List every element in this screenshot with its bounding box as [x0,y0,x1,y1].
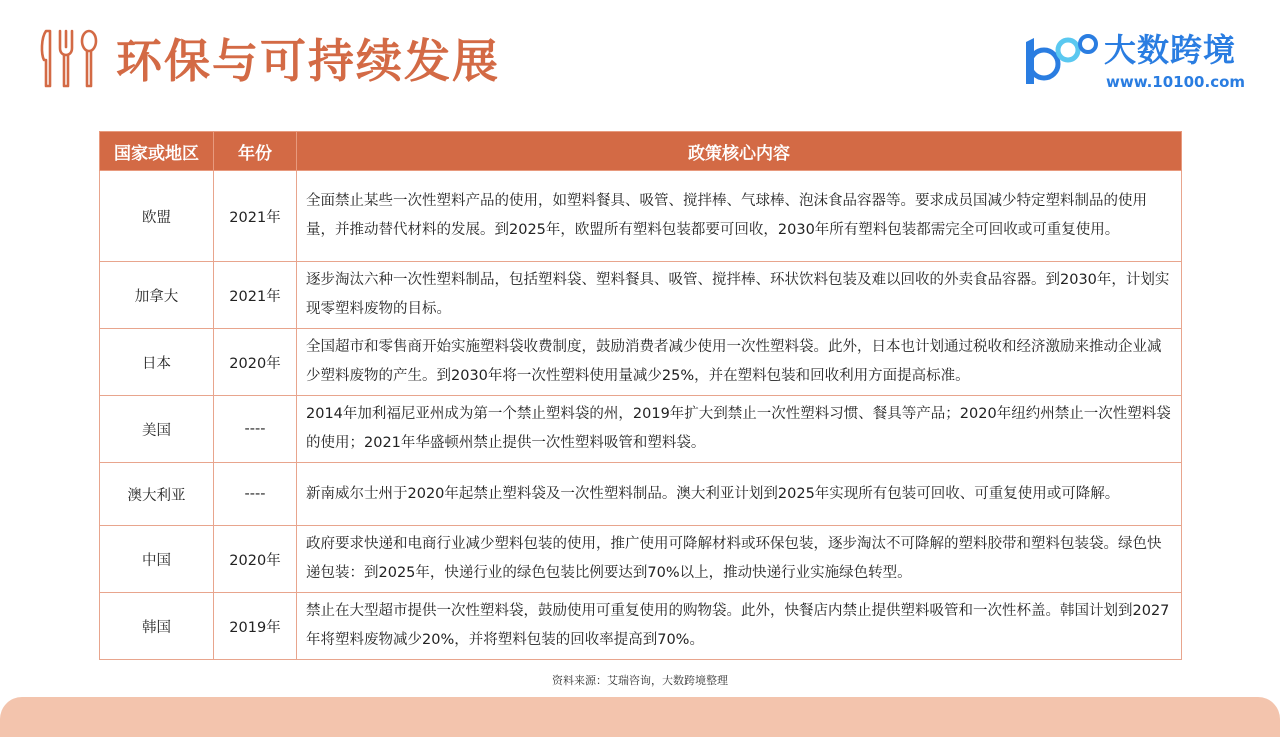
header-region: 国家或地区 [100,132,214,171]
region-cell: 美国 [100,396,214,463]
table-row [100,329,1182,396]
policy-cell: 新南威尔士州于2020年起禁止塑料袋及一次性塑料制品。澳大利亚计划到2025年实现所有包装可回收、可重复使用或可降解。 [297,463,1182,526]
region-cell: 欧盟 [100,171,214,262]
region-cell: 加拿大 [100,262,214,329]
table-row [100,396,1182,463]
year-cell: 2020年 [214,329,297,396]
logo-name: 大数跨境 [1104,31,1237,69]
policy-cell: 政府要求快递和电商行业减少塑料包装的使用，推广使用可降解材料或环保包装，逐步淘汰不可降解的塑料胶带和塑料包装袋。绿色快递包装：到2025年，快递行业的绿色包装比例要达到70%以上，推动快递行业实施绿色转型。 [297,526,1182,593]
cutlery-icon [38,28,102,90]
brand-logo[interactable] [1020,30,1250,94]
page-title: 环保与可持续发展 [116,34,500,88]
table-row [100,593,1182,660]
footer-band [0,697,1280,737]
table-row [100,262,1182,329]
policy-cell: 2014年加利福尼亚州成为第一个禁止塑料袋的州，2019年扩大到禁止一次性塑料习惯、餐具等产品；2020年纽约州禁止一次性塑料袋的使用；2021年华盛顿州禁止提供一次性塑料吸管和塑料袋。 [297,396,1182,463]
year-cell: 2020年 [214,526,297,593]
region-cell: 澳大利亚 [100,463,214,526]
table-row [100,526,1182,593]
logo-url: www.10100.com [1106,73,1246,91]
source-note: 资料来源：艾瑞咨询，大数跨境整理 [552,674,728,687]
year-cell: 2019年 [214,593,297,660]
policy-cell: 全面禁止某些一次性塑料产品的使用，如塑料餐具、吸管、搅拌棒、气球棒、泡沫食品容器等。要求成员国减少特定塑料制品的使用量，并推动替代材料的发展。到2025年，欧盟所有塑料包装都要可回收，2030年所有塑料包装都需完全可回收或可重复使用。 [297,171,1182,262]
year-cell: 2021年 [214,262,297,329]
header-policy: 政策核心内容 [297,132,1182,171]
policy-cell: 逐步淘汰六种一次性塑料制品，包括塑料袋、塑料餐具、吸管、搅拌棒、环状饮料包装及难以回收的外卖食品容器。到2030年，计划实现零塑料废物的目标。 [297,262,1182,329]
region-cell: 日本 [100,329,214,396]
table-row [100,463,1182,526]
table-row [100,171,1182,262]
year-cell: 2021年 [214,171,297,262]
logo-mark-icon [1020,32,1102,92]
policy-table [99,131,1182,660]
header-year: 年份 [214,132,297,171]
table-header-row [100,132,1182,171]
policy-cell: 禁止在大型超市提供一次性塑料袋，鼓励使用可重复使用的购物袋。此外，快餐店内禁止提供塑料吸管和一次性杯盖。韩国计划到2027年将塑料废物减少20%，并将塑料包装的回收率提高到70%。 [297,593,1182,660]
year-cell: ---- [214,463,297,526]
region-cell: 韩国 [100,593,214,660]
policy-cell: 全国超市和零售商开始实施塑料袋收费制度，鼓励消费者减少使用一次性塑料袋。此外，日本也计划通过税收和经济激励来推动企业减少塑料废物的产生。到2030年将一次性塑料使用量减少25%，并在塑料包装和回收利用方面提高标准。 [297,329,1182,396]
region-cell: 中国 [100,526,214,593]
year-cell: ---- [214,396,297,463]
